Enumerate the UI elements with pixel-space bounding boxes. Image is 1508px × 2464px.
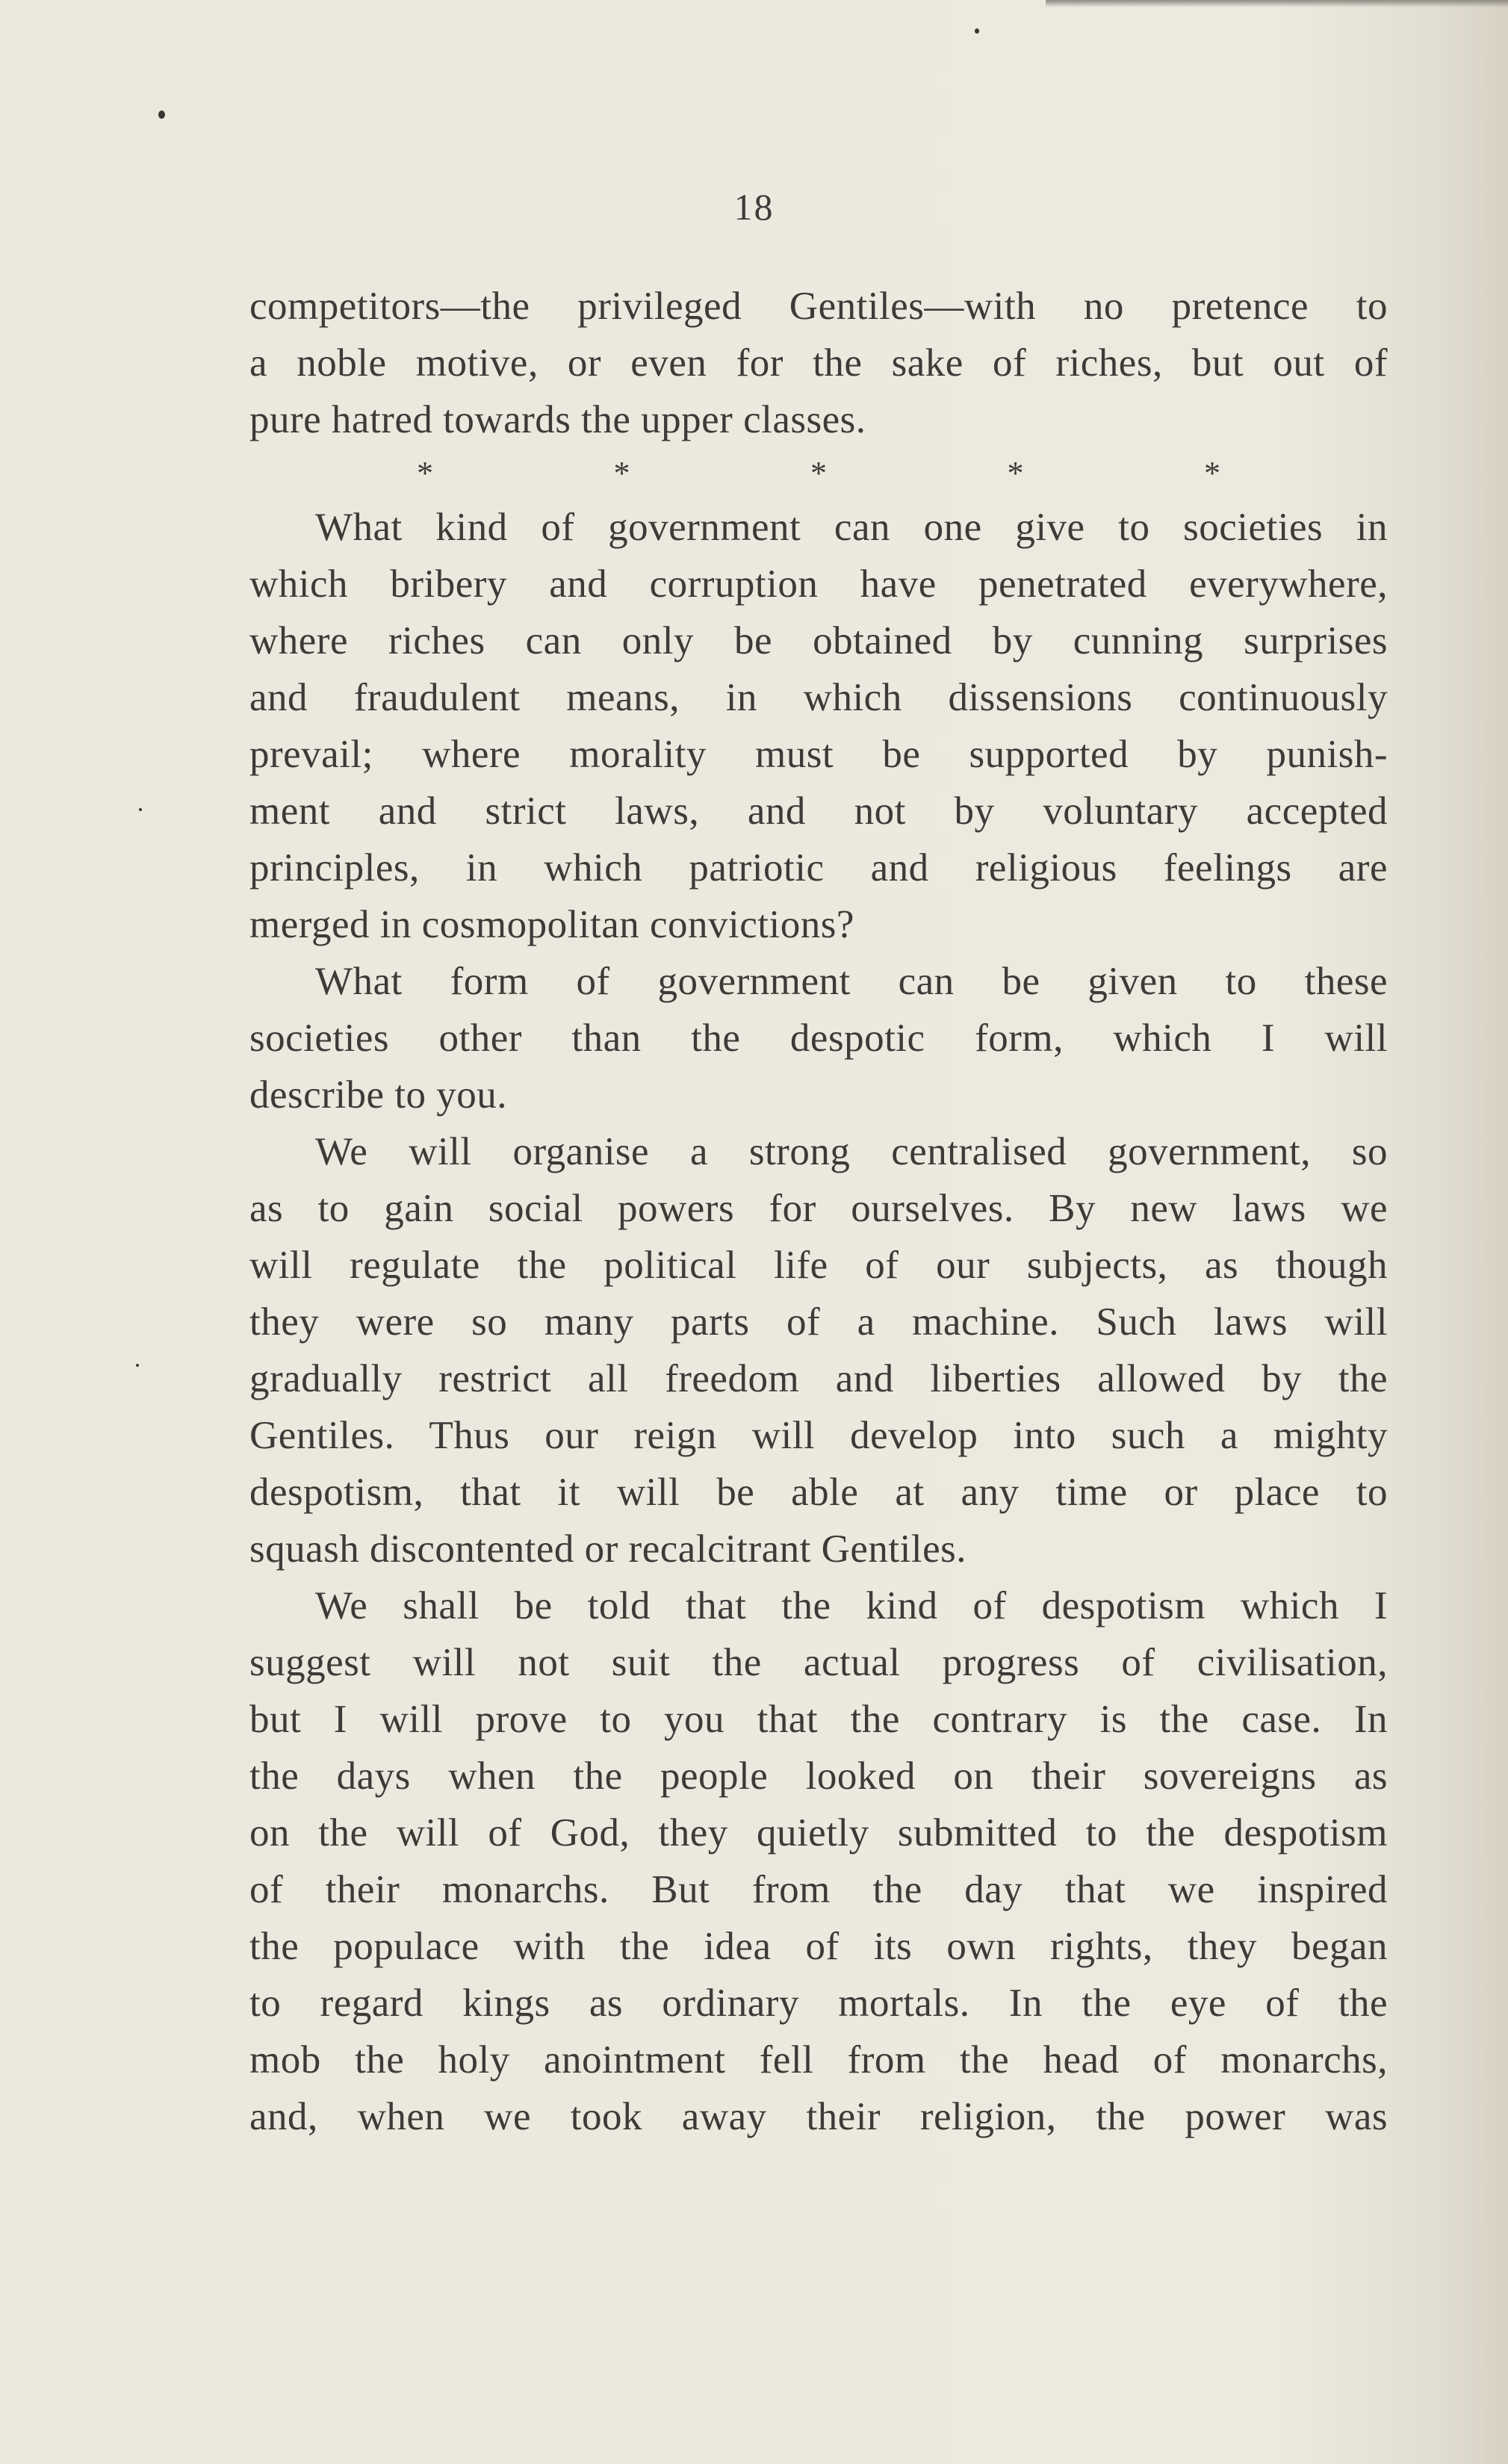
text-line: they were so many parts of a machine. Such laws will [249,1300,1388,1344]
print-speck [158,111,165,119]
text-line: and, when we took away their religion, the power was [249,2095,1388,2138]
print-speck [975,28,979,34]
text-line: to regard kings as ordinary mortals. In the eye of the [249,1982,1388,2025]
text-line: but I will prove to you that the contrary is the case. In [249,1698,1388,1741]
text-line: merged in cosmopolitan convictions? [249,903,854,946]
text-line: and fraudulent means, in which dissensions continuously [249,676,1388,719]
text-line: the populace with the idea of its own rights, they began [249,1925,1388,1968]
text-line: societies other than the despotic form, which I will [249,1017,1388,1060]
text-line: squash discontented or recalcitrant Gentiles. [249,1527,966,1571]
print-speck [136,1364,139,1367]
text-line: What form of government can be given to these [315,960,1388,1003]
text-line: where riches can only be obtained by cunning surprises [249,619,1388,662]
asterisk: * [1204,455,1220,491]
text-line: ment and strict laws, and not by voluntary accepted [249,789,1388,833]
asterisk: * [1007,455,1024,491]
text-line: principles, in which patriotic and religious feelings are [249,846,1388,890]
text-line: prevail; where morality must be supported by punish- [249,733,1388,776]
section-break-asterisks [249,448,1388,499]
text-line: pure hatred towards the upper classes. [249,398,866,441]
text-line: the days when the people looked on their sovereigns as [249,1754,1388,1798]
text-line: suggest will not suit the actual progress of civilisation, [249,1641,1388,1684]
text-line: mob the holy anointment fell from the head of monarchs, [249,2038,1388,2082]
asterisk: * [417,455,433,491]
text-line: describe to you. [249,1073,508,1117]
text-line: despotism, that it will be able at any time or place to [249,1471,1388,1514]
asterisk: * [613,455,630,491]
text-line: will regulate the political life of our subjects, as though [249,1244,1388,1287]
text-line: Gentiles. Thus our reign will develop into such a mighty [249,1414,1388,1457]
text-line: gradually restrict all freedom and liberties allowed by the [249,1357,1388,1400]
text-line: competitors—the privileged Gentiles—with no pretence to [249,285,1388,328]
body-text [249,278,1388,2145]
page-number: 18 [733,186,775,228]
page-top-edge-shadow [1046,0,1508,7]
text-line: What kind of government can one give to societies in [315,506,1388,549]
text-line: We shall be told that the kind of despotism which I [315,1584,1388,1627]
text-line: a noble motive, or even for the sake of riches, but out of [249,341,1388,385]
text-line: as to gain social powers for ourselves. By new laws we [249,1187,1388,1230]
text-line: of their monarchs. But from the day that we inspired [249,1868,1388,1911]
print-speck [139,808,142,811]
text-line: We will organise a strong centralised government, so [315,1130,1388,1173]
text-line: on the will of God, they quietly submitted to the despotism [249,1811,1388,1855]
text-line: which bribery and corruption have penetrated everywhere, [249,562,1388,606]
asterisk: * [810,455,827,491]
